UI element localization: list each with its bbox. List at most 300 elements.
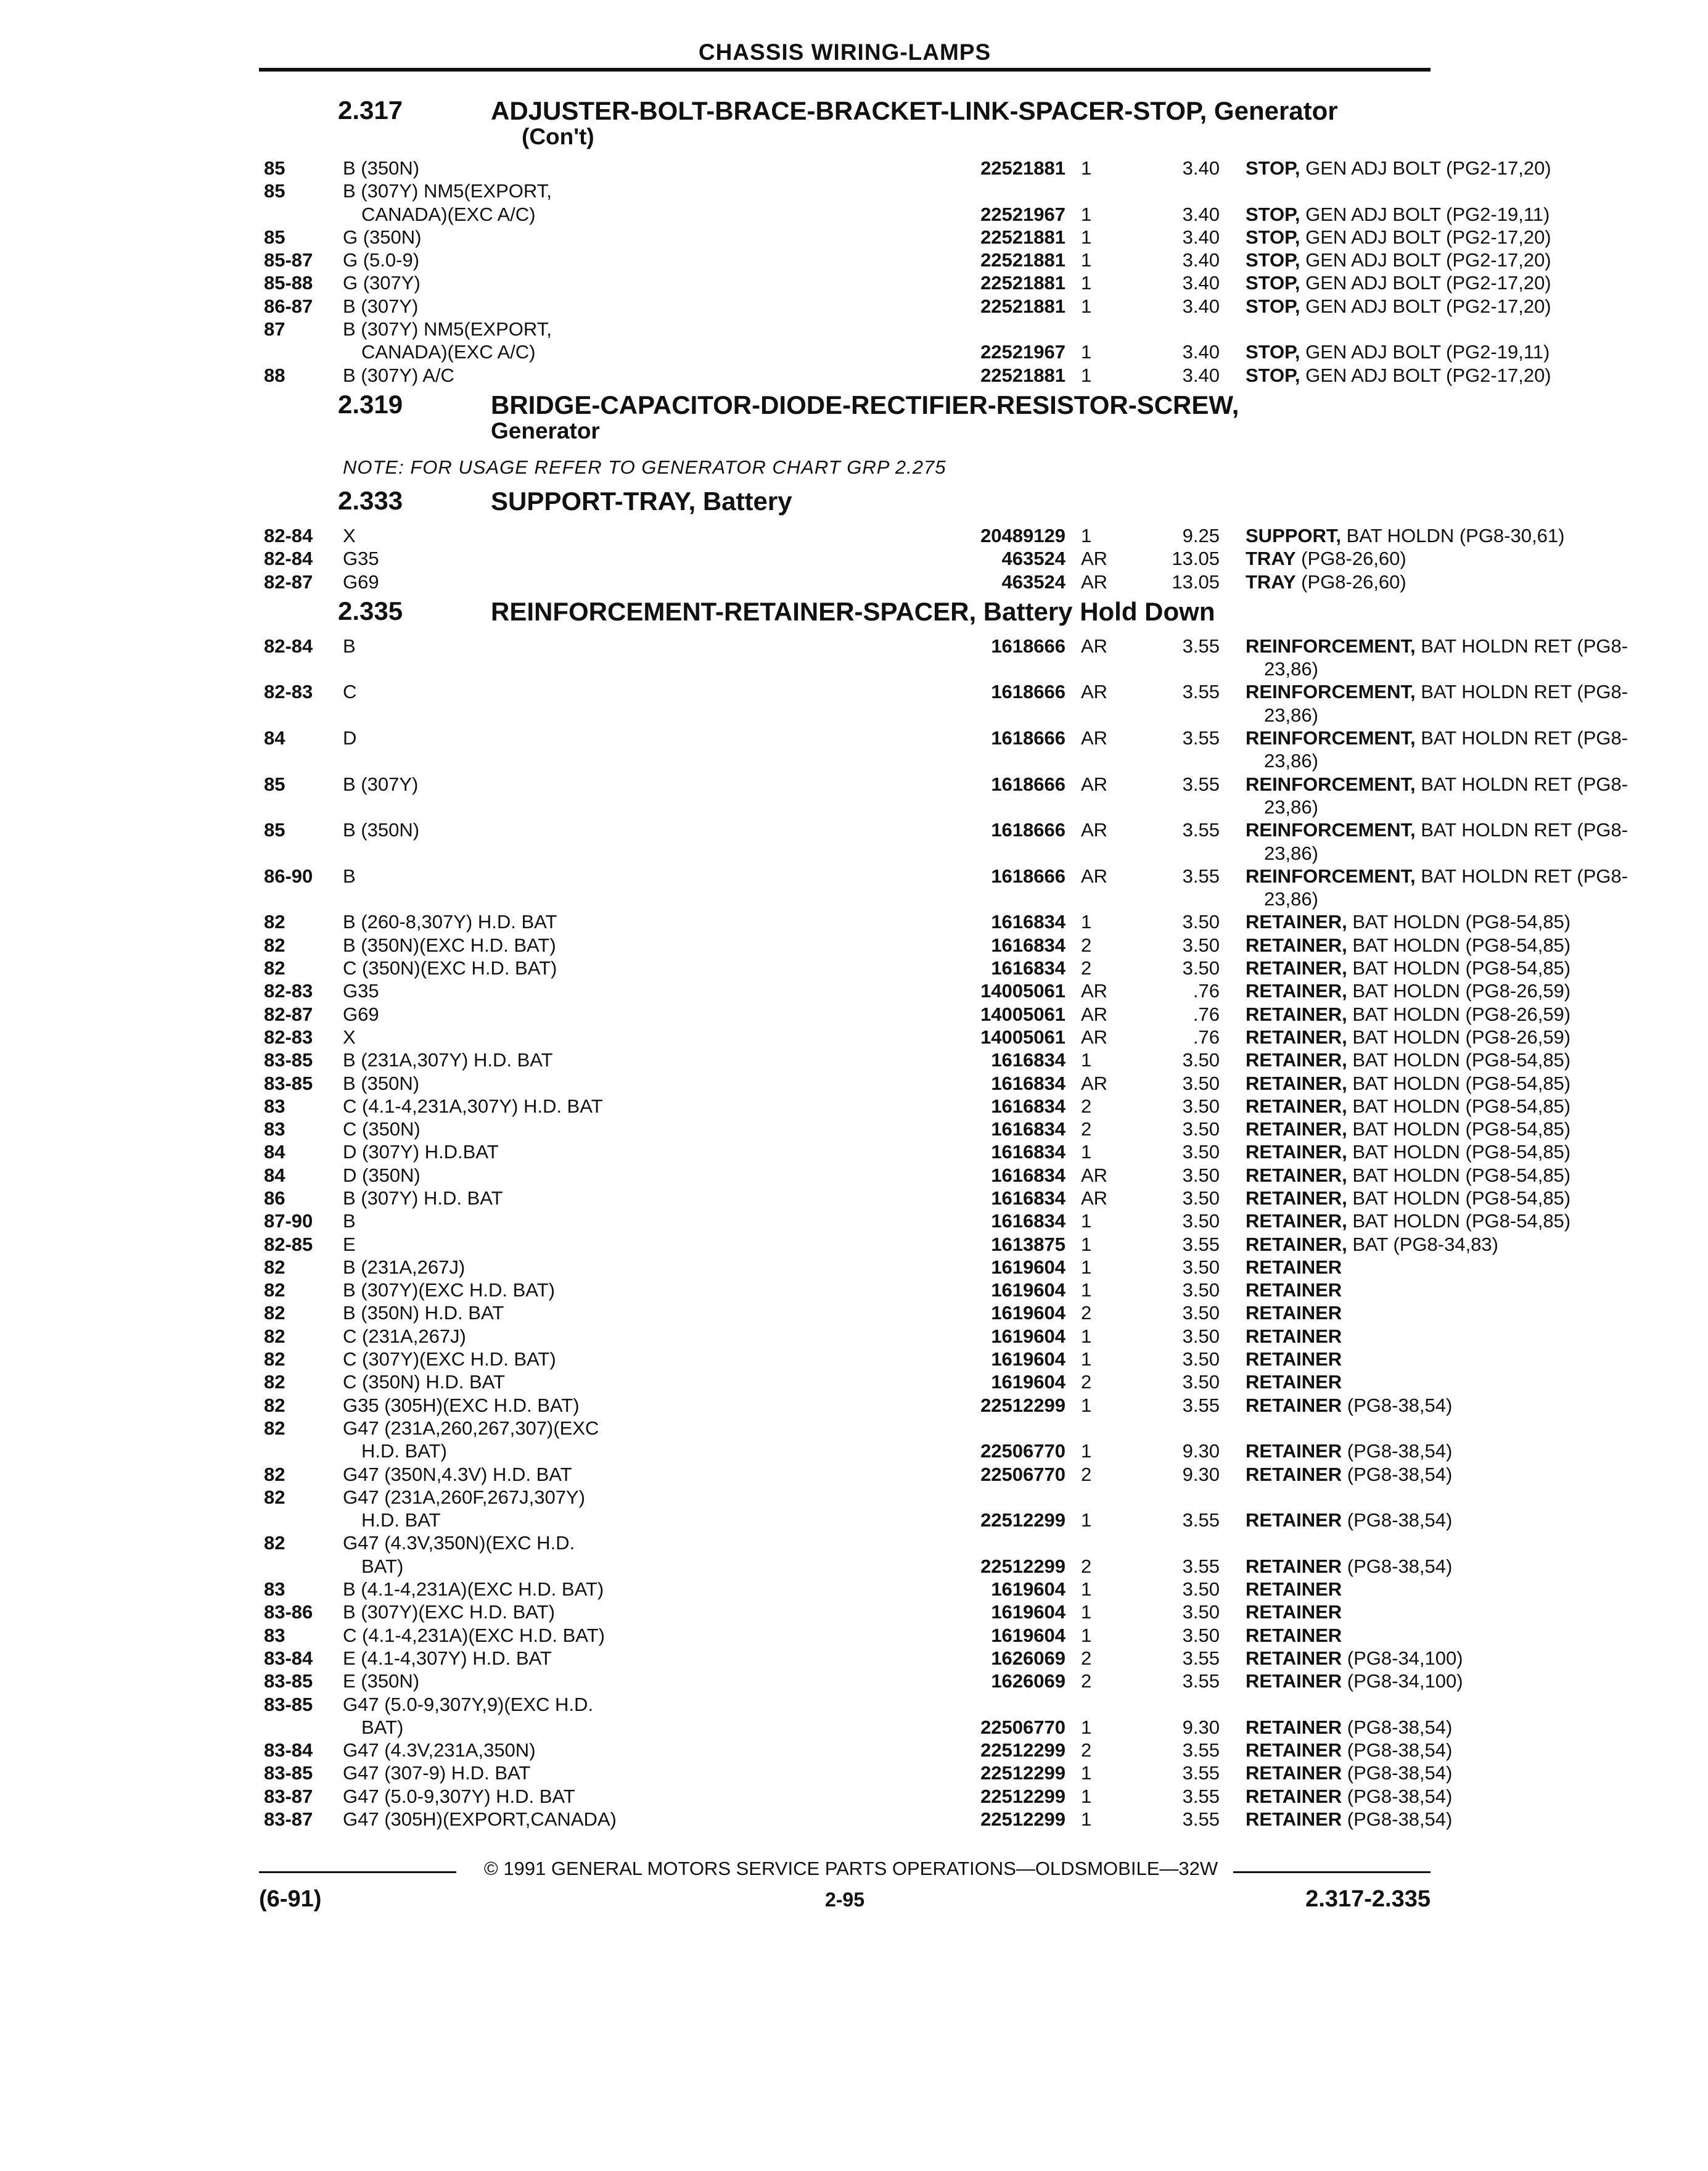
part-name-noun: TRAY	[1246, 571, 1296, 593]
part-name	[1246, 1647, 1690, 1670]
model-year: 83	[264, 1095, 285, 1117]
group-title: BRIDGE-CAPACITOR-DIODE-RECTIFIER-RESISTOR-SCREW,	[491, 390, 1239, 419]
part-name-noun: RETAINER	[1246, 1762, 1342, 1784]
part-name	[1246, 1209, 1690, 1232]
parts-list	[264, 93, 1628, 1831]
table-row	[264, 1301, 1435, 1324]
price: 9.30	[1182, 1440, 1220, 1462]
part-number: 1618666	[991, 727, 1065, 749]
part-name-noun: TRAY	[1246, 548, 1296, 570]
model-year: 82-84	[264, 524, 313, 546]
part-name-detail: 23,86)	[1264, 842, 1318, 864]
part-name-detail: BAT HOLDN (PG8-54,85)	[1347, 1049, 1571, 1071]
part-name-detail: GEN ADJ BOLT (PG2-19,11)	[1300, 203, 1550, 225]
part-number: 1616834	[991, 1095, 1065, 1117]
group-number: 2.333	[338, 485, 403, 515]
part-number: 22512299	[980, 1555, 1065, 1577]
quantity: 2	[1081, 1463, 1092, 1485]
part-name	[1246, 271, 1690, 294]
price: 3.50	[1182, 1279, 1220, 1301]
part-name-noun: RETAINER	[1246, 1716, 1342, 1738]
price: 3.55	[1182, 1394, 1220, 1416]
part-name-detail: (PG8-38,54)	[1342, 1762, 1453, 1784]
model-year: 82-83	[264, 681, 313, 703]
quantity: AR	[1081, 1072, 1108, 1094]
part-name-detail: (PG8-26,60)	[1295, 571, 1406, 593]
quantity: 1	[1081, 1578, 1092, 1600]
quantity: AR	[1081, 1026, 1108, 1048]
part-name-noun: RETAINER,	[1246, 1118, 1347, 1140]
part-name	[1246, 842, 1708, 865]
part-number: 1619604	[991, 1302, 1065, 1324]
model-year: 87-90	[264, 1210, 313, 1232]
quantity: 1	[1081, 1279, 1092, 1301]
model-year: 82	[264, 1417, 285, 1439]
model-year: 83	[264, 1578, 285, 1600]
part-name-detail: BAT HOLDN (PG8-54,85)	[1347, 1210, 1571, 1232]
part-name	[1246, 1624, 1690, 1647]
part-number: 14005061	[980, 980, 1065, 1002]
price: 3.55	[1182, 865, 1220, 887]
quantity: 2	[1081, 1739, 1092, 1761]
part-number: 463524	[1001, 571, 1065, 593]
part-number: 14005061	[980, 1026, 1065, 1048]
part-name	[1246, 1187, 1690, 1209]
part-name-detail: BAT HOLDN RET (PG8-	[1415, 773, 1628, 795]
part-number: 22521967	[980, 341, 1065, 363]
usage-description: B (307Y) A/C	[343, 364, 454, 386]
usage-description: B (350N)	[343, 157, 420, 179]
part-name-noun: RETAINER,	[1246, 1003, 1347, 1025]
part-name-noun: RETAINER,	[1246, 1095, 1347, 1117]
price: 3.55	[1182, 1670, 1220, 1692]
part-name-noun: RETAINER,	[1246, 957, 1347, 979]
table-row	[264, 1325, 1435, 1348]
part-number: 22512299	[980, 1762, 1065, 1784]
part-name-noun: RETAINER,	[1246, 1026, 1347, 1048]
part-name-noun: RETAINER	[1246, 1256, 1342, 1278]
usage-description: G69	[343, 571, 379, 593]
table-row	[264, 657, 1435, 680]
table-row	[264, 1256, 1435, 1279]
part-name-detail: BAT HOLDN RET (PG8-	[1415, 635, 1628, 657]
part-name	[1246, 749, 1708, 772]
usage-description: B (231A,307Y) H.D. BAT	[343, 1049, 553, 1071]
part-name-noun: RETAINER	[1246, 1670, 1342, 1692]
quantity: 1	[1081, 1141, 1092, 1163]
model-year: 82	[264, 1325, 285, 1347]
price: 3.40	[1182, 203, 1220, 225]
part-number: 1619604	[991, 1256, 1065, 1278]
group-title-block	[491, 596, 1440, 626]
price: 3.55	[1182, 1233, 1220, 1255]
quantity: 1	[1081, 364, 1092, 386]
part-name	[1246, 957, 1690, 979]
price: 9.30	[1182, 1463, 1220, 1485]
price: 3.50	[1182, 1371, 1220, 1393]
part-name-noun: REINFORCEMENT,	[1246, 865, 1416, 887]
model-year: 85	[264, 773, 285, 795]
part-name-detail: GEN ADJ BOLT (PG2-19,11)	[1300, 341, 1550, 363]
group-title: SUPPORT-TRAY, Battery	[491, 486, 792, 516]
model-year: 83-86	[264, 1601, 313, 1623]
part-name-noun: RETAINER,	[1246, 911, 1347, 933]
part-number: 1616834	[991, 1072, 1065, 1094]
price: 3.50	[1182, 1210, 1220, 1232]
price: 3.50	[1182, 1601, 1220, 1623]
usage-description: C (4.1-4,231A,307Y) H.D. BAT	[343, 1095, 603, 1117]
usage-description: B (307Y)	[343, 773, 419, 795]
model-year: 84	[264, 1141, 285, 1163]
table-row	[264, 1417, 1435, 1440]
quantity: AR	[1081, 1003, 1108, 1025]
usage-description: B (307Y)(EXC H.D. BAT)	[343, 1601, 555, 1623]
model-year: 82	[264, 1256, 285, 1278]
part-name-detail: 23,86)	[1264, 750, 1318, 772]
quantity: AR	[1081, 1187, 1108, 1209]
quantity: 1	[1081, 1601, 1092, 1623]
part-name-detail: 23,86)	[1264, 704, 1318, 726]
usage-description: B (307Y) H.D. BAT	[343, 1187, 503, 1209]
part-name	[1246, 635, 1690, 657]
part-name-noun: REINFORCEMENT,	[1246, 773, 1416, 795]
model-year: 86	[264, 1187, 285, 1209]
model-year: 85-87	[264, 249, 313, 271]
part-name-detail: BAT HOLDN (PG8-54,85)	[1347, 1164, 1571, 1186]
part-name-noun: RETAINER	[1246, 1325, 1342, 1347]
part-name-noun: RETAINER	[1246, 1302, 1342, 1324]
table-row	[264, 1670, 1463, 1692]
usage-description: G (5.0-9)	[343, 249, 420, 271]
part-name	[1246, 1348, 1690, 1370]
price: .76	[1193, 1003, 1220, 1025]
table-row	[264, 727, 1628, 749]
price: .76	[1193, 1026, 1220, 1048]
quantity: AR	[1081, 980, 1108, 1002]
usage-description: G47 (4.3V,231A,350N)	[343, 1739, 536, 1761]
part-name	[1246, 1739, 1690, 1761]
model-year: 82-87	[264, 1003, 313, 1025]
quantity: 1	[1081, 341, 1092, 363]
part-name-noun: REINFORCEMENT,	[1246, 727, 1416, 749]
group-number: 2.319	[338, 389, 403, 419]
price: 3.50	[1182, 1578, 1220, 1600]
part-name	[1246, 571, 1690, 593]
price: 3.55	[1182, 1509, 1220, 1531]
model-year: 82-87	[264, 571, 313, 593]
model-year: 82-85	[264, 1233, 313, 1255]
usage-description: G47 (231A,260F,267J,307Y)	[343, 1486, 585, 1508]
part-name	[1246, 865, 1690, 888]
copyright-text: © 1991 GENERAL MOTORS SERVICE PARTS OPERATIONS—OLDSMOBILE—32W	[483, 1858, 1218, 1879]
table-row	[264, 547, 1435, 570]
part-name-noun: RETAINER,	[1246, 1164, 1347, 1186]
quantity: 1	[1081, 1348, 1092, 1370]
part-name	[1246, 704, 1708, 727]
quantity: 1	[1081, 272, 1092, 294]
part-name-detail: BAT HOLDN (PG8-54,85)	[1347, 1118, 1571, 1140]
note-text: NOTE: FOR USAGE REFER TO GENERATOR CHART GRP 2.275	[343, 456, 946, 478]
price: 3.55	[1182, 1808, 1220, 1830]
part-name	[1246, 1785, 1690, 1808]
part-number: 463524	[1001, 548, 1065, 570]
part-name-detail: (PG8-38,54)	[1342, 1440, 1453, 1462]
footer-rule-left	[259, 1871, 456, 1873]
part-name	[1246, 1463, 1690, 1486]
part-name-noun: RETAINER	[1246, 1647, 1342, 1669]
usage-description: E	[343, 1233, 356, 1255]
price: 3.50	[1182, 934, 1220, 956]
quantity: 1	[1081, 157, 1092, 179]
quantity: AR	[1081, 548, 1108, 570]
table-row	[264, 1600, 1435, 1623]
model-year: 85	[264, 157, 285, 179]
table-row	[264, 796, 1435, 818]
usage-description: G69	[343, 1003, 379, 1025]
part-name	[1246, 226, 1690, 249]
usage-description: C (4.1-4,231A)(EXC H.D. BAT)	[343, 1624, 605, 1646]
part-name-noun: RETAINER	[1246, 1555, 1342, 1577]
model-year: 82	[264, 1463, 285, 1485]
part-name	[1246, 1140, 1690, 1163]
part-number: 1626069	[991, 1670, 1065, 1692]
group-heading	[264, 387, 1435, 451]
usage-description: E (4.1-4,307Y) H.D. BAT	[343, 1647, 552, 1669]
model-year: 82	[264, 934, 285, 956]
part-name	[1246, 1761, 1690, 1784]
price: 3.50	[1182, 1118, 1220, 1140]
table-row	[264, 1509, 1453, 1531]
part-name	[1246, 203, 1690, 226]
part-name	[1246, 1578, 1690, 1600]
part-name-detail: BAT HOLDN (PG8-54,85)	[1347, 1072, 1571, 1094]
page-number: 2-95	[824, 1889, 865, 1911]
quantity: 1	[1081, 1762, 1092, 1784]
part-name-detail: BAT HOLDN (PG8-54,85)	[1347, 1095, 1571, 1117]
table-row	[264, 1118, 1571, 1140]
usage-description: G47 (231A,260,267,307)(EXC	[343, 1417, 599, 1439]
price: 3.40	[1182, 226, 1220, 248]
part-name	[1246, 1233, 1690, 1256]
table-row	[264, 364, 1551, 387]
part-name-noun: RETAINER	[1246, 1371, 1342, 1393]
part-number: 22521881	[980, 226, 1065, 248]
part-name-noun: SUPPORT,	[1246, 524, 1342, 546]
table-row	[264, 1693, 1435, 1716]
table-row	[264, 1578, 1435, 1600]
usage-description: D (307Y) H.D.BAT	[343, 1141, 499, 1163]
usage-description: CANADA)(EXC A/C)	[361, 203, 536, 225]
part-name-detail: GEN ADJ BOLT (PG2-17,20)	[1300, 249, 1551, 271]
table-row	[264, 1048, 1571, 1071]
part-name	[1246, 796, 1708, 818]
usage-description: CANADA)(EXC A/C)	[361, 341, 536, 363]
part-number: 22521881	[980, 272, 1065, 294]
usage-description: B (307Y) NM5(EXPORT,	[343, 180, 552, 202]
part-name-detail: (PG8-38,54)	[1342, 1555, 1453, 1577]
page-header	[259, 39, 1431, 72]
table-row	[264, 1716, 1453, 1739]
part-name-noun: RETAINER	[1246, 1440, 1342, 1462]
part-name	[1246, 1808, 1690, 1831]
header-rule	[259, 68, 1431, 72]
table-row	[264, 1531, 1435, 1554]
part-name	[1246, 364, 1690, 387]
table-row	[264, 635, 1628, 657]
price: 3.55	[1182, 1785, 1220, 1807]
part-name	[1246, 295, 1690, 318]
table-row	[264, 1647, 1463, 1670]
part-number: 22521881	[980, 157, 1065, 179]
part-name-noun: STOP,	[1246, 226, 1300, 248]
table-row	[264, 1394, 1453, 1417]
table-row	[264, 271, 1551, 294]
usage-description: C (350N)(EXC H.D. BAT)	[343, 957, 557, 979]
quantity: 1	[1081, 1049, 1092, 1071]
part-name-detail: BAT HOLDN (PG8-54,85)	[1347, 1187, 1571, 1209]
part-number: 1619604	[991, 1371, 1065, 1393]
usage-description: H.D. BAT)	[361, 1440, 447, 1462]
part-name-noun: RETAINER,	[1246, 1187, 1347, 1209]
part-name-detail: GEN ADJ BOLT (PG2-17,20)	[1300, 226, 1551, 248]
part-number: 1613875	[991, 1233, 1065, 1255]
table-row	[264, 910, 1571, 933]
quantity: 1	[1081, 1716, 1092, 1738]
quantity: 1	[1081, 911, 1092, 933]
price: 3.50	[1182, 1141, 1220, 1163]
part-number: 1618666	[991, 681, 1065, 703]
model-year: 83-85	[264, 1049, 313, 1071]
part-name	[1246, 1600, 1690, 1623]
price: 3.50	[1182, 1049, 1220, 1071]
usage-description: G47 (305H)(EXPORT,CANADA)	[343, 1808, 617, 1830]
table-row	[264, 1739, 1453, 1761]
model-year: 82-84	[264, 635, 313, 657]
part-number: 22521881	[980, 295, 1065, 317]
table-row	[264, 1026, 1571, 1048]
model-year: 83	[264, 1118, 285, 1140]
quantity: 2	[1081, 1555, 1092, 1577]
quantity: AR	[1081, 635, 1108, 657]
table-row	[264, 1463, 1453, 1486]
part-number: 14005061	[980, 1003, 1065, 1025]
table-row	[264, 1187, 1571, 1209]
table-row	[264, 1348, 1435, 1370]
quantity: 1	[1081, 203, 1092, 225]
group-heading	[264, 93, 1435, 157]
part-name-noun: RETAINER	[1246, 1509, 1342, 1531]
model-year: 87	[264, 318, 285, 340]
quantity: 1	[1081, 249, 1092, 271]
part-name	[1246, 1555, 1690, 1578]
part-name-detail: BAT HOLDN (PG8-26,59)	[1347, 980, 1571, 1002]
usage-description: BAT)	[361, 1716, 404, 1738]
quantity: AR	[1081, 727, 1108, 749]
quantity: AR	[1081, 571, 1108, 593]
part-name	[1246, 1301, 1690, 1324]
part-name-noun: STOP,	[1246, 157, 1300, 179]
table-row	[264, 888, 1435, 910]
usage-description: B (4.1-4,231A)(EXC H.D. BAT)	[343, 1578, 604, 1600]
table-row	[264, 249, 1551, 271]
part-name	[1246, 934, 1690, 957]
quantity: 2	[1081, 1095, 1092, 1117]
part-name-noun: RETAINER	[1246, 1578, 1342, 1600]
price: 3.55	[1182, 1762, 1220, 1784]
quantity: 2	[1081, 1670, 1092, 1692]
model-year: 83-84	[264, 1647, 313, 1669]
part-name-detail: BAT HOLDN (PG8-54,85)	[1347, 934, 1571, 956]
part-name-detail: (PG8-38,54)	[1342, 1739, 1453, 1761]
price: 3.40	[1182, 341, 1220, 363]
part-number: 1619604	[991, 1578, 1065, 1600]
part-name	[1246, 773, 1690, 796]
usage-description: C (307Y)(EXC H.D. BAT)	[343, 1348, 556, 1370]
part-number: 22521881	[980, 249, 1065, 271]
part-number: 1619604	[991, 1348, 1065, 1370]
part-number: 22512299	[980, 1785, 1065, 1807]
model-year: 85-88	[264, 272, 313, 294]
usage-description: G (307Y)	[343, 272, 421, 294]
price: 3.50	[1182, 1348, 1220, 1370]
part-name-detail: 23,86)	[1264, 658, 1318, 680]
part-name-noun: RETAINER,	[1246, 1233, 1347, 1255]
quantity: AR	[1081, 865, 1108, 887]
part-name-noun: STOP,	[1246, 249, 1300, 271]
table-row	[264, 1440, 1453, 1462]
quantity: 1	[1081, 1256, 1092, 1278]
part-name-noun: RETAINER	[1246, 1394, 1342, 1416]
model-year: 86-87	[264, 295, 313, 317]
part-number: 1616834	[991, 1210, 1065, 1232]
part-name-detail: GEN ADJ BOLT (PG2-17,20)	[1300, 272, 1551, 294]
table-row	[264, 865, 1628, 888]
price: 3.55	[1182, 1739, 1220, 1761]
part-number: 22521967	[980, 203, 1065, 225]
part-name-noun: RETAINER	[1246, 1279, 1342, 1301]
part-number: 22512299	[980, 1394, 1065, 1416]
usage-description: G47 (307-9) H.D. BAT	[343, 1762, 531, 1784]
part-name	[1246, 727, 1690, 749]
table-row	[264, 1486, 1435, 1509]
table-row	[264, 179, 1435, 202]
part-number: 1616834	[991, 911, 1065, 933]
table-row	[264, 1624, 1435, 1647]
price: 3.55	[1182, 727, 1220, 749]
part-number: 22512299	[980, 1739, 1065, 1761]
usage-description: B (307Y) NM5(EXPORT,	[343, 318, 552, 340]
usage-description: B (231A,267J)	[343, 1256, 466, 1278]
part-name	[1246, 1118, 1690, 1140]
part-name-detail: BAT HOLDN (PG8-54,85)	[1347, 1141, 1571, 1163]
page-footer	[259, 1858, 1431, 1917]
quantity: 1	[1081, 1440, 1092, 1462]
part-name	[1246, 340, 1690, 363]
price: 3.50	[1182, 1325, 1220, 1347]
part-name-detail: (PG8-26,60)	[1295, 548, 1406, 570]
part-name	[1246, 1279, 1690, 1301]
quantity: AR	[1081, 819, 1108, 841]
model-year: 83-87	[264, 1808, 313, 1830]
part-name-detail: (PG8-38,54)	[1342, 1808, 1453, 1830]
part-name	[1246, 1256, 1690, 1279]
price: 3.40	[1182, 157, 1220, 179]
part-name-detail: BAT HOLDN RET (PG8-	[1415, 819, 1628, 841]
table-row	[264, 1785, 1453, 1808]
part-number: 1616834	[991, 957, 1065, 979]
price: 3.50	[1182, 1302, 1220, 1324]
price: .76	[1193, 980, 1220, 1002]
